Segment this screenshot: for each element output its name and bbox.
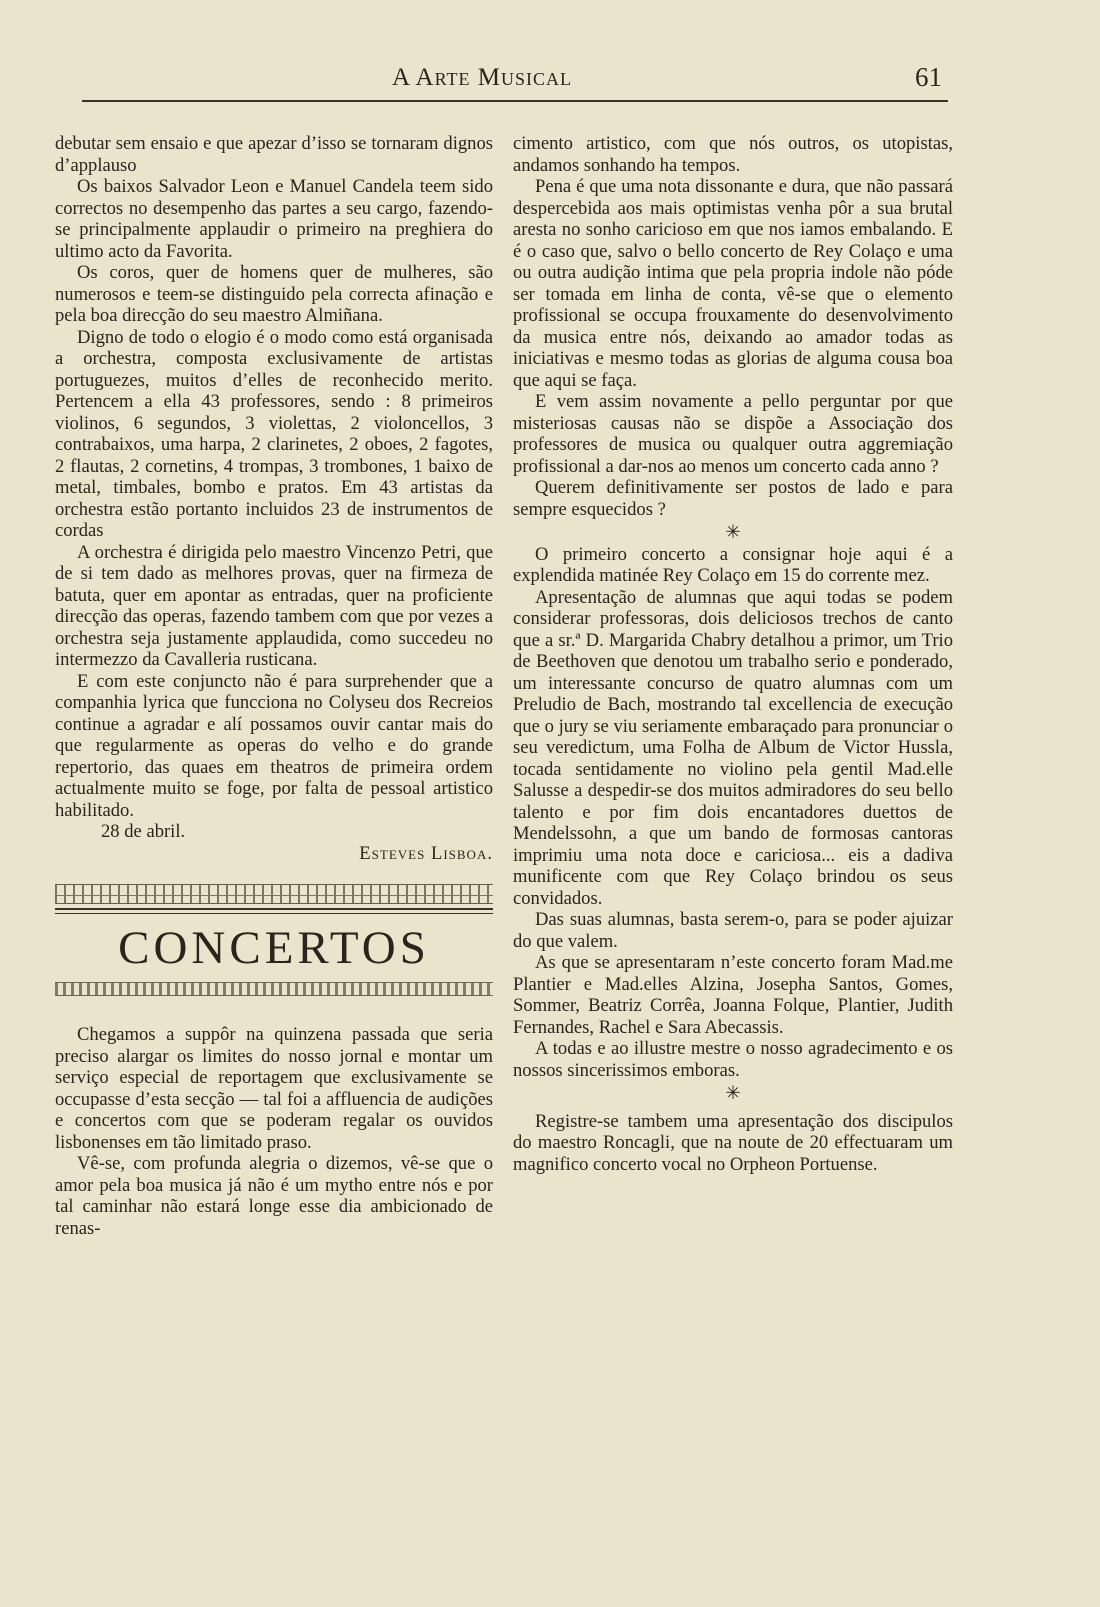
paragraph: Chegamos a suppôr na quinzena passada que seria preciso alargar os limites do nosso jornal e montar um serviço especial de reportagem que exclusivamente se occupasse d’esta secção — tal foi a affluencia de audições e concertos com que se poderam regalar os ouvidos lisbonenses em tão limitado praso. (55, 1024, 493, 1153)
paragraph: Apresentação de alumnas que aqui todas se podem considerar professoras, dois deliciosos trechos de canto que a sr.ª D. Margarida Chabry detalhou a primor, um Trio de Beethoven que denotou um trabalho serio e ponderado, um interessante concurso de quatro alumnas com um Preludio de Bach, mostrando tal excellencia de execução que o jury se viu seriamente embaraçado para pronunciar o seu veredictum, uma Folha de Album de Victor Hussla, tocada sentidamente no violino pela gentil Mad.elle Salusse a despedir-se dos muitos admiradores do seu bello talento e por fim dois encantadores duettos de Mendelssohn, a que um bando de formosas cantoras imprimiu uma nota doce e cariciosa... eis a dadiva munificente com que Rey Colaço brindou os seus convidados. (513, 586, 953, 909)
paragraph: Os coros, quer de homens quer de mulheres, são numerosos e teem-se distinguido pela correcta afinação e pela boa direcção do seu maestro Almiñana. (55, 262, 493, 326)
header-rule (82, 100, 948, 102)
paragraph: A todas e ao illustre mestre o nosso agradecimento e os nossos sincerissimos emboras. (513, 1038, 953, 1081)
paragraph: Registre-se tambem uma apresentação dos discipulos do maestro Roncagli, que na noute de 20 effectuaram um magnifico concerto vocal no Orpheon Portuense. (513, 1110, 953, 1175)
right-column (513, 133, 953, 1175)
asterisk-separator: ✳ (725, 522, 741, 543)
paragraph: E vem assim novamente a pello perguntar por que misteriosas causas não se dispõe a Associação dos professores de musica ou qualquer outra aggremiação profissional a dar-nos ao menos um concerto cada anno ? (513, 391, 953, 477)
page-number: 61 (915, 62, 942, 92)
paragraph: As que se apresentaram n’este concerto foram Mad.me Plantier e Mad.elles Alzina, Josepha Santos, Gomes, Sommer, Beatriz Corrêa, Joanna Folque, Plantier, Judith Fernandes, Rachel e Sara Abecassis. (513, 952, 953, 1038)
author-signature: Esteves Lisboa. (359, 842, 493, 864)
paragraph: E com este conjuncto não é para surprehender que a companhia lyrica que funcciona no Colyseu dos Recreios continue a agradar e alí possamos ouvir cantar mais do que regularmente as operas do velho e do grande repertorio, das quaes em theatros de primeira ordem actualmente muito se foge, por falta de pessoal artistico habilitado. (55, 670, 493, 821)
paragraph: cimento artistico, com que nós outros, os utopistas, andamos sonhando ha tempos. (513, 133, 953, 176)
double-rule (55, 908, 493, 914)
ornamental-border-top (55, 884, 493, 904)
journal-title: A Arte Musical (392, 64, 572, 91)
page-header (82, 60, 948, 100)
section-title: CONCERTOS (118, 922, 430, 974)
paragraph: O primeiro concerto a consignar hoje aqui é a explendida matinée Rey Colaço em 15 do corrente mez. (513, 543, 953, 586)
ornamental-border-bottom (55, 982, 493, 996)
paragraph: Das suas alumnas, basta serem-o, para se poder ajuizar do que valem. (513, 909, 953, 952)
article-date: 28 de abril. (101, 821, 186, 842)
paragraph: debutar sem ensaio e que apezar d’isso se tornaram dignos d’applauso (55, 133, 493, 176)
paragraph: Pena é que uma nota dissonante e dura, que não passará despercebida aos mais optimistas venha pôr a sua brutal aresta no sonho caricioso em que nos iamos embalando. E é o caso que, salvo o bello concerto de Rey Colaço e uma ou outra audição intima que pela propria indole não póde ser tomada em linha de conta, vê-se que o elemento profissional se occupa frouxamente do desenvolvimento da musica entre nós, deixando ao amador todas as iniciativas e mesmo todas as glorias de alguma cousa boa que aqui se faça. (513, 176, 953, 391)
paragraph: Querem definitivamente ser postos de lado e para sempre esquecidos ? (513, 477, 953, 520)
paragraph: Os baixos Salvador Leon e Manuel Candela teem sido correctos no desempenho das partes a seu cargo, fazendo-se principalmente applaudir o primeiro na preghiera do ultimo acto da Favorita. (55, 176, 493, 262)
paragraph: Vê-se, com profunda alegria o dizemos, vê-se que o amor pela boa musica já não é um mytho entre nós e por tal caminhar não estará longe esse dia ambicionado de renas- (55, 1153, 493, 1239)
asterisk-separator: ✳ (725, 1083, 741, 1104)
left-column (55, 133, 493, 1239)
paragraph: A orchestra é dirigida pelo maestro Vincenzo Petri, que de si tem dado as melhores provas, quer na firmeza de batuta, quer em apontar as entradas, quer na proficiente direcção das operas, fazendo tambem com que por vezes a orchestra seja justamente applaudida, como succedeu no intermezzo da Cavalleria rusticana. (55, 541, 493, 670)
paragraph: Digno de todo o elogio é o modo como está organisada a orchestra, composta exclusivamente de artistas portuguezes, muitos d’elles de reconhecido merito. Pertencem a ella 43 professores, sendo : 8 primeiros violinos, 6 segundos, 3 violettas, 2 violoncellos, 3 contrabaixos, uma harpa, 2 clarinetes, 2 oboes, 2 fagotes, 2 flautas, 2 cornetins, 4 trompas, 3 trombones, 1 baixo de metal, timbales, bombo e pratos. Em 43 artistas da orchestra estão portanto incluidos 23 de instrumentos de cordas (55, 326, 493, 541)
